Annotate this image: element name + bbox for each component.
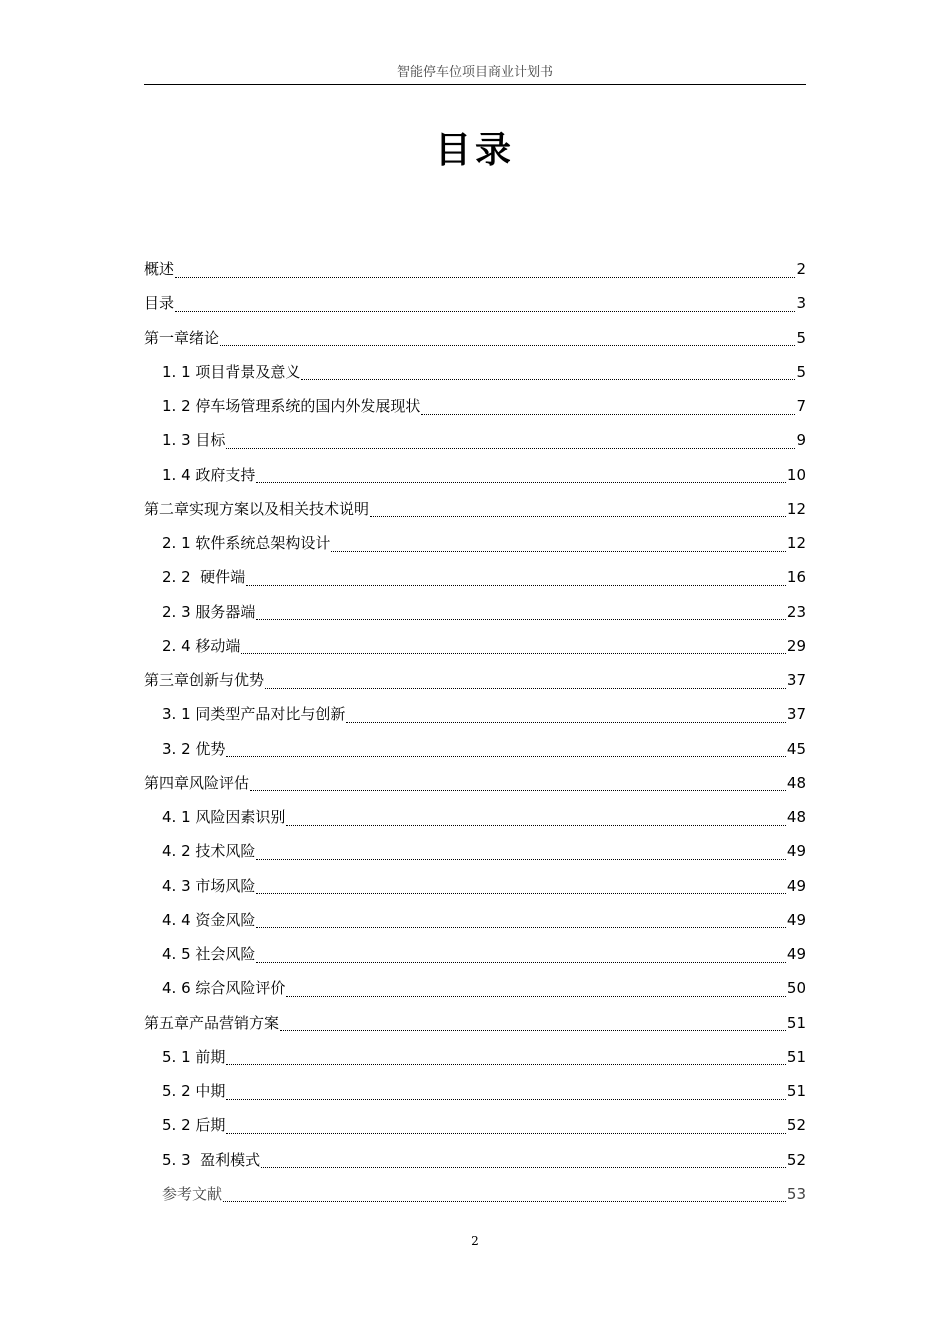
toc-entry[interactable] xyxy=(144,732,806,766)
toc-dot-leader xyxy=(226,1050,786,1065)
toc-entry[interactable] xyxy=(144,458,806,492)
toc-entry-label: 3. 1 同类型产品对比与创新 xyxy=(162,705,346,724)
toc-dot-leader xyxy=(286,811,786,826)
toc-entry-label: 第四章风险评估 xyxy=(144,773,250,792)
toc-dot-leader xyxy=(250,776,786,791)
toc-entry[interactable] xyxy=(144,355,806,389)
toc-entry[interactable] xyxy=(144,971,806,1005)
toc-entry-label: 5. 2 后期 xyxy=(162,1116,226,1135)
toc-entry-label: 参考文献 xyxy=(162,1184,223,1203)
toc-entry-label: 4. 5 社会风险 xyxy=(162,945,256,964)
toc-entry[interactable] xyxy=(144,663,806,697)
toc-entry-label: 概述 xyxy=(144,260,175,279)
toc-dot-leader xyxy=(256,879,786,894)
toc-entry-page: 5 xyxy=(796,362,806,381)
toc-entry-label: 1. 2 停车场管理系统的国内外发展现状 xyxy=(162,397,421,416)
toc-entry[interactable] xyxy=(144,903,806,937)
running-header: 智能停车位项目商业计划书 xyxy=(144,64,806,85)
toc-entry[interactable] xyxy=(144,492,806,526)
toc-entry[interactable] xyxy=(144,697,806,731)
toc-entry-page: 49 xyxy=(786,910,806,929)
toc-dot-leader xyxy=(246,571,786,586)
toc-entry-label: 1. 3 目标 xyxy=(162,431,226,450)
toc-dot-leader xyxy=(241,639,786,654)
toc-entry[interactable] xyxy=(144,1074,806,1108)
toc-entry-label: 1. 1 项目背景及意义 xyxy=(162,362,301,381)
toc-dot-leader xyxy=(226,1085,786,1100)
toc-entry-label: 2. 2 硬件端 xyxy=(162,568,246,587)
toc-dot-leader xyxy=(261,1153,786,1168)
toc-entry[interactable] xyxy=(144,595,806,629)
toc-entry-page: 53 xyxy=(786,1184,806,1203)
toc-entry-label: 第二章实现方案以及相关技术说明 xyxy=(144,499,370,518)
toc-entry-page: 7 xyxy=(796,397,806,416)
toc-entry[interactable] xyxy=(144,937,806,971)
toc-dot-leader xyxy=(331,537,786,552)
toc-entry[interactable] xyxy=(144,1006,806,1040)
toc-dot-leader xyxy=(256,845,786,860)
toc-entry[interactable] xyxy=(144,834,806,868)
page-title: 目录 xyxy=(434,130,515,171)
toc-dot-leader xyxy=(226,742,786,757)
toc-entry-label: 4. 4 资金风险 xyxy=(162,910,256,929)
toc-dot-leader xyxy=(226,434,795,449)
toc-entry-label: 4. 3 市场风险 xyxy=(162,876,256,895)
toc-dot-leader xyxy=(175,297,795,312)
toc-entry-page: 29 xyxy=(786,636,806,655)
toc-entry-label: 第三章创新与优势 xyxy=(144,671,265,690)
toc-entry-label: 4. 2 技术风险 xyxy=(162,842,256,861)
toc-entry-page: 51 xyxy=(786,1082,806,1101)
toc-entry-label: 3. 2 优势 xyxy=(162,739,226,758)
toc-entry-label: 1. 4 政府支持 xyxy=(162,465,256,484)
toc-dot-leader xyxy=(175,263,795,278)
toc-entry-label: 2. 3 服务器端 xyxy=(162,602,256,621)
toc-dot-leader xyxy=(256,948,786,963)
toc-entry[interactable] xyxy=(144,423,806,457)
toc-entry-label: 第一章绪论 xyxy=(144,328,220,347)
toc-entry-page: 51 xyxy=(786,1047,806,1066)
toc-entry-label: 2. 1 软件系统总架构设计 xyxy=(162,534,331,553)
toc-entry[interactable] xyxy=(144,869,806,903)
toc-entry-page: 51 xyxy=(786,1013,806,1032)
toc-entry-page: 37 xyxy=(786,671,806,690)
toc-entry-label: 5. 3 盈利模式 xyxy=(162,1150,261,1169)
toc-entry[interactable] xyxy=(144,766,806,800)
toc-entry-page: 3 xyxy=(796,294,806,313)
toc-entry-page: 12 xyxy=(786,499,806,518)
toc-entry-page: 37 xyxy=(786,705,806,724)
toc-entry-page: 52 xyxy=(786,1150,806,1169)
toc-entry[interactable] xyxy=(144,629,806,663)
toc-entry-label: 4. 6 综合风险评价 xyxy=(162,979,286,998)
toc-entry-label: 5. 1 前期 xyxy=(162,1047,226,1066)
toc-entry[interactable] xyxy=(144,1143,806,1177)
toc-dot-leader xyxy=(220,331,795,346)
toc-dot-leader xyxy=(226,1119,786,1134)
toc-entry-page: 48 xyxy=(786,808,806,827)
toc-dot-leader xyxy=(301,365,795,380)
toc-entry-page: 49 xyxy=(786,945,806,964)
toc-entry-page: 49 xyxy=(786,876,806,895)
toc-entry-page: 2 xyxy=(796,260,806,279)
toc-entry-page: 45 xyxy=(786,739,806,758)
toc-entry-label: 2. 4 移动端 xyxy=(162,636,241,655)
toc-entry-page: 48 xyxy=(786,773,806,792)
toc-dot-leader xyxy=(265,674,786,689)
toc-entry-label: 目录 xyxy=(144,294,175,313)
toc-entry[interactable] xyxy=(144,560,806,594)
toc-dot-leader xyxy=(256,913,786,928)
toc-entry-page: 10 xyxy=(786,465,806,484)
toc-entry-page: 12 xyxy=(786,534,806,553)
toc-entry-page: 23 xyxy=(786,602,806,621)
toc-entry[interactable] xyxy=(144,1177,806,1211)
toc-entry-label: 5. 2 中期 xyxy=(162,1082,226,1101)
toc-dot-leader xyxy=(256,468,786,483)
table-of-contents xyxy=(144,252,806,1211)
toc-entry[interactable] xyxy=(144,1108,806,1142)
toc-entry-page: 50 xyxy=(786,979,806,998)
toc-entry[interactable] xyxy=(144,526,806,560)
toc-entry-page: 5 xyxy=(796,328,806,347)
toc-entry-label: 4. 1 风险因素识别 xyxy=(162,808,286,827)
toc-entry-page: 52 xyxy=(786,1116,806,1135)
toc-dot-leader xyxy=(421,400,795,415)
toc-dot-leader xyxy=(223,1187,786,1202)
toc-dot-leader xyxy=(256,605,786,620)
toc-entry[interactable] xyxy=(144,1040,806,1074)
toc-entry-page: 9 xyxy=(796,431,806,450)
toc-dot-leader xyxy=(370,502,786,517)
toc-dot-leader xyxy=(346,708,786,723)
toc-entry[interactable] xyxy=(144,321,806,355)
page-number: 2 xyxy=(471,1234,479,1248)
toc-entry[interactable] xyxy=(144,286,806,320)
toc-dot-leader xyxy=(286,982,786,997)
toc-dot-leader xyxy=(280,1016,786,1031)
toc-entry-page: 49 xyxy=(786,842,806,861)
toc-entry[interactable] xyxy=(144,800,806,834)
toc-entry-page: 16 xyxy=(786,568,806,587)
toc-entry[interactable] xyxy=(144,389,806,423)
toc-entry-label: 第五章产品营销方案 xyxy=(144,1013,280,1032)
toc-entry[interactable] xyxy=(144,252,806,286)
